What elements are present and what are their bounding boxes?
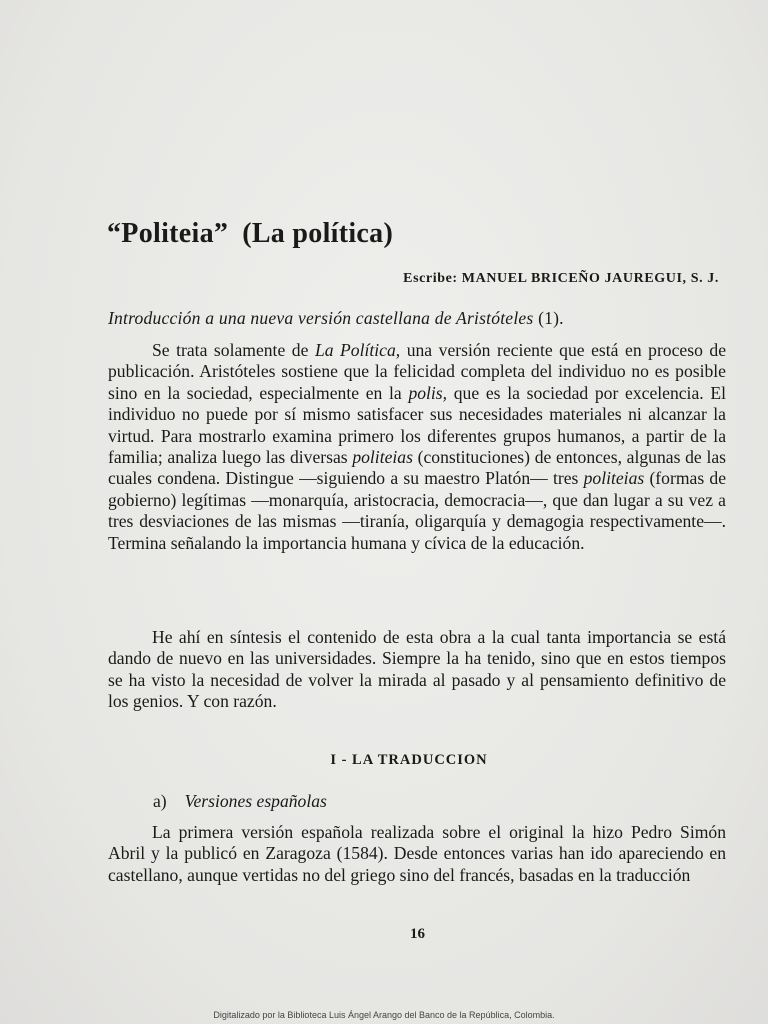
subsection-heading [153, 791, 327, 812]
p1-text-3: que es la sociedad por excelencia. El individuo no puede por sí mismo satisfacer sus necesidades materiales ni alcanzar la virtud. Para mostrarlo examina primero los diferentes grupos humanos, a partir de la familia; analiza luego las diversas [108, 382, 726, 468]
intro-text: Introducción a una nueva versión castellana de Aristóteles [108, 308, 534, 328]
p1-text-2: una versión reciente que está en proceso de publicación. Aristóteles sostiene que la felicidad completa del individuo no es posible sino en la sociedad, especialmente en la [108, 340, 727, 403]
p1-italic-politeias-1: politeias [352, 447, 413, 468]
author-byline: Escribe: MANUEL BRICEÑO JAUREGUI, S. J. [403, 271, 719, 286]
subsection-title: Versiones españolas [184, 791, 327, 811]
title-main: “Politeia” [107, 218, 229, 249]
p1-text-5: (formas de gobierno) legítimas —monarquía, aristocracia, democracia—, que dan lugar a su vez a tres desviaciones de las mismas —tiranía, oligarquía y demagogia respectivamente—. Termina señalando la importancia humana y cívica de la educación. [108, 468, 727, 553]
p3-text: La primera versión española realizada sobre el original la hizo Pedro Simón Abril y la publicó en Zaragoza (1584). Desde entonces varias han ido apareciendo en castellano, aunque vertidas no del griego sino del francés, basadas en la traducción [108, 822, 726, 885]
subsection-label: a) [153, 791, 167, 811]
page-number: 16 [410, 926, 425, 942]
body-paragraph-2 [108, 627, 726, 713]
digitization-footer: Digitalizado por la Biblioteca Luis Ángel Arango del Banco de la República, Colombia. [213, 1010, 555, 1020]
intro-footnote-ref: (1). [533, 308, 564, 328]
p1-text-4: (constituciones) de entonces, algunas de las cuales condena. Distingue —siguiendo a su maestro Platón— tres [108, 447, 726, 489]
p1-italic-polis: polis, [408, 382, 448, 403]
bleed-through-artifact [340, 52, 700, 82]
title-subtitle: (La política) [242, 218, 394, 249]
body-paragraph-1 [108, 340, 726, 554]
p2-text: He ahí en síntesis el contenido de esta obra a la cual tanta importancia se está dando de nuevo en las universidades. Siempre la ha tenido, sino que en estos tiempos se ha visto la necesidad de volver la mirada al pasado y al pensamiento definitivo de los genios. Y con razón. [108, 627, 726, 712]
p1-italic-la-politica: La Política, [314, 340, 401, 360]
p1-italic-politeias-2: politeias [583, 468, 645, 489]
section-heading: I - LA TRADUCCION [330, 752, 488, 768]
article-title [107, 218, 393, 250]
p1-text-1: Se trata solamente de [152, 340, 315, 360]
body-paragraph-3 [108, 822, 726, 886]
intro-line [108, 308, 728, 329]
